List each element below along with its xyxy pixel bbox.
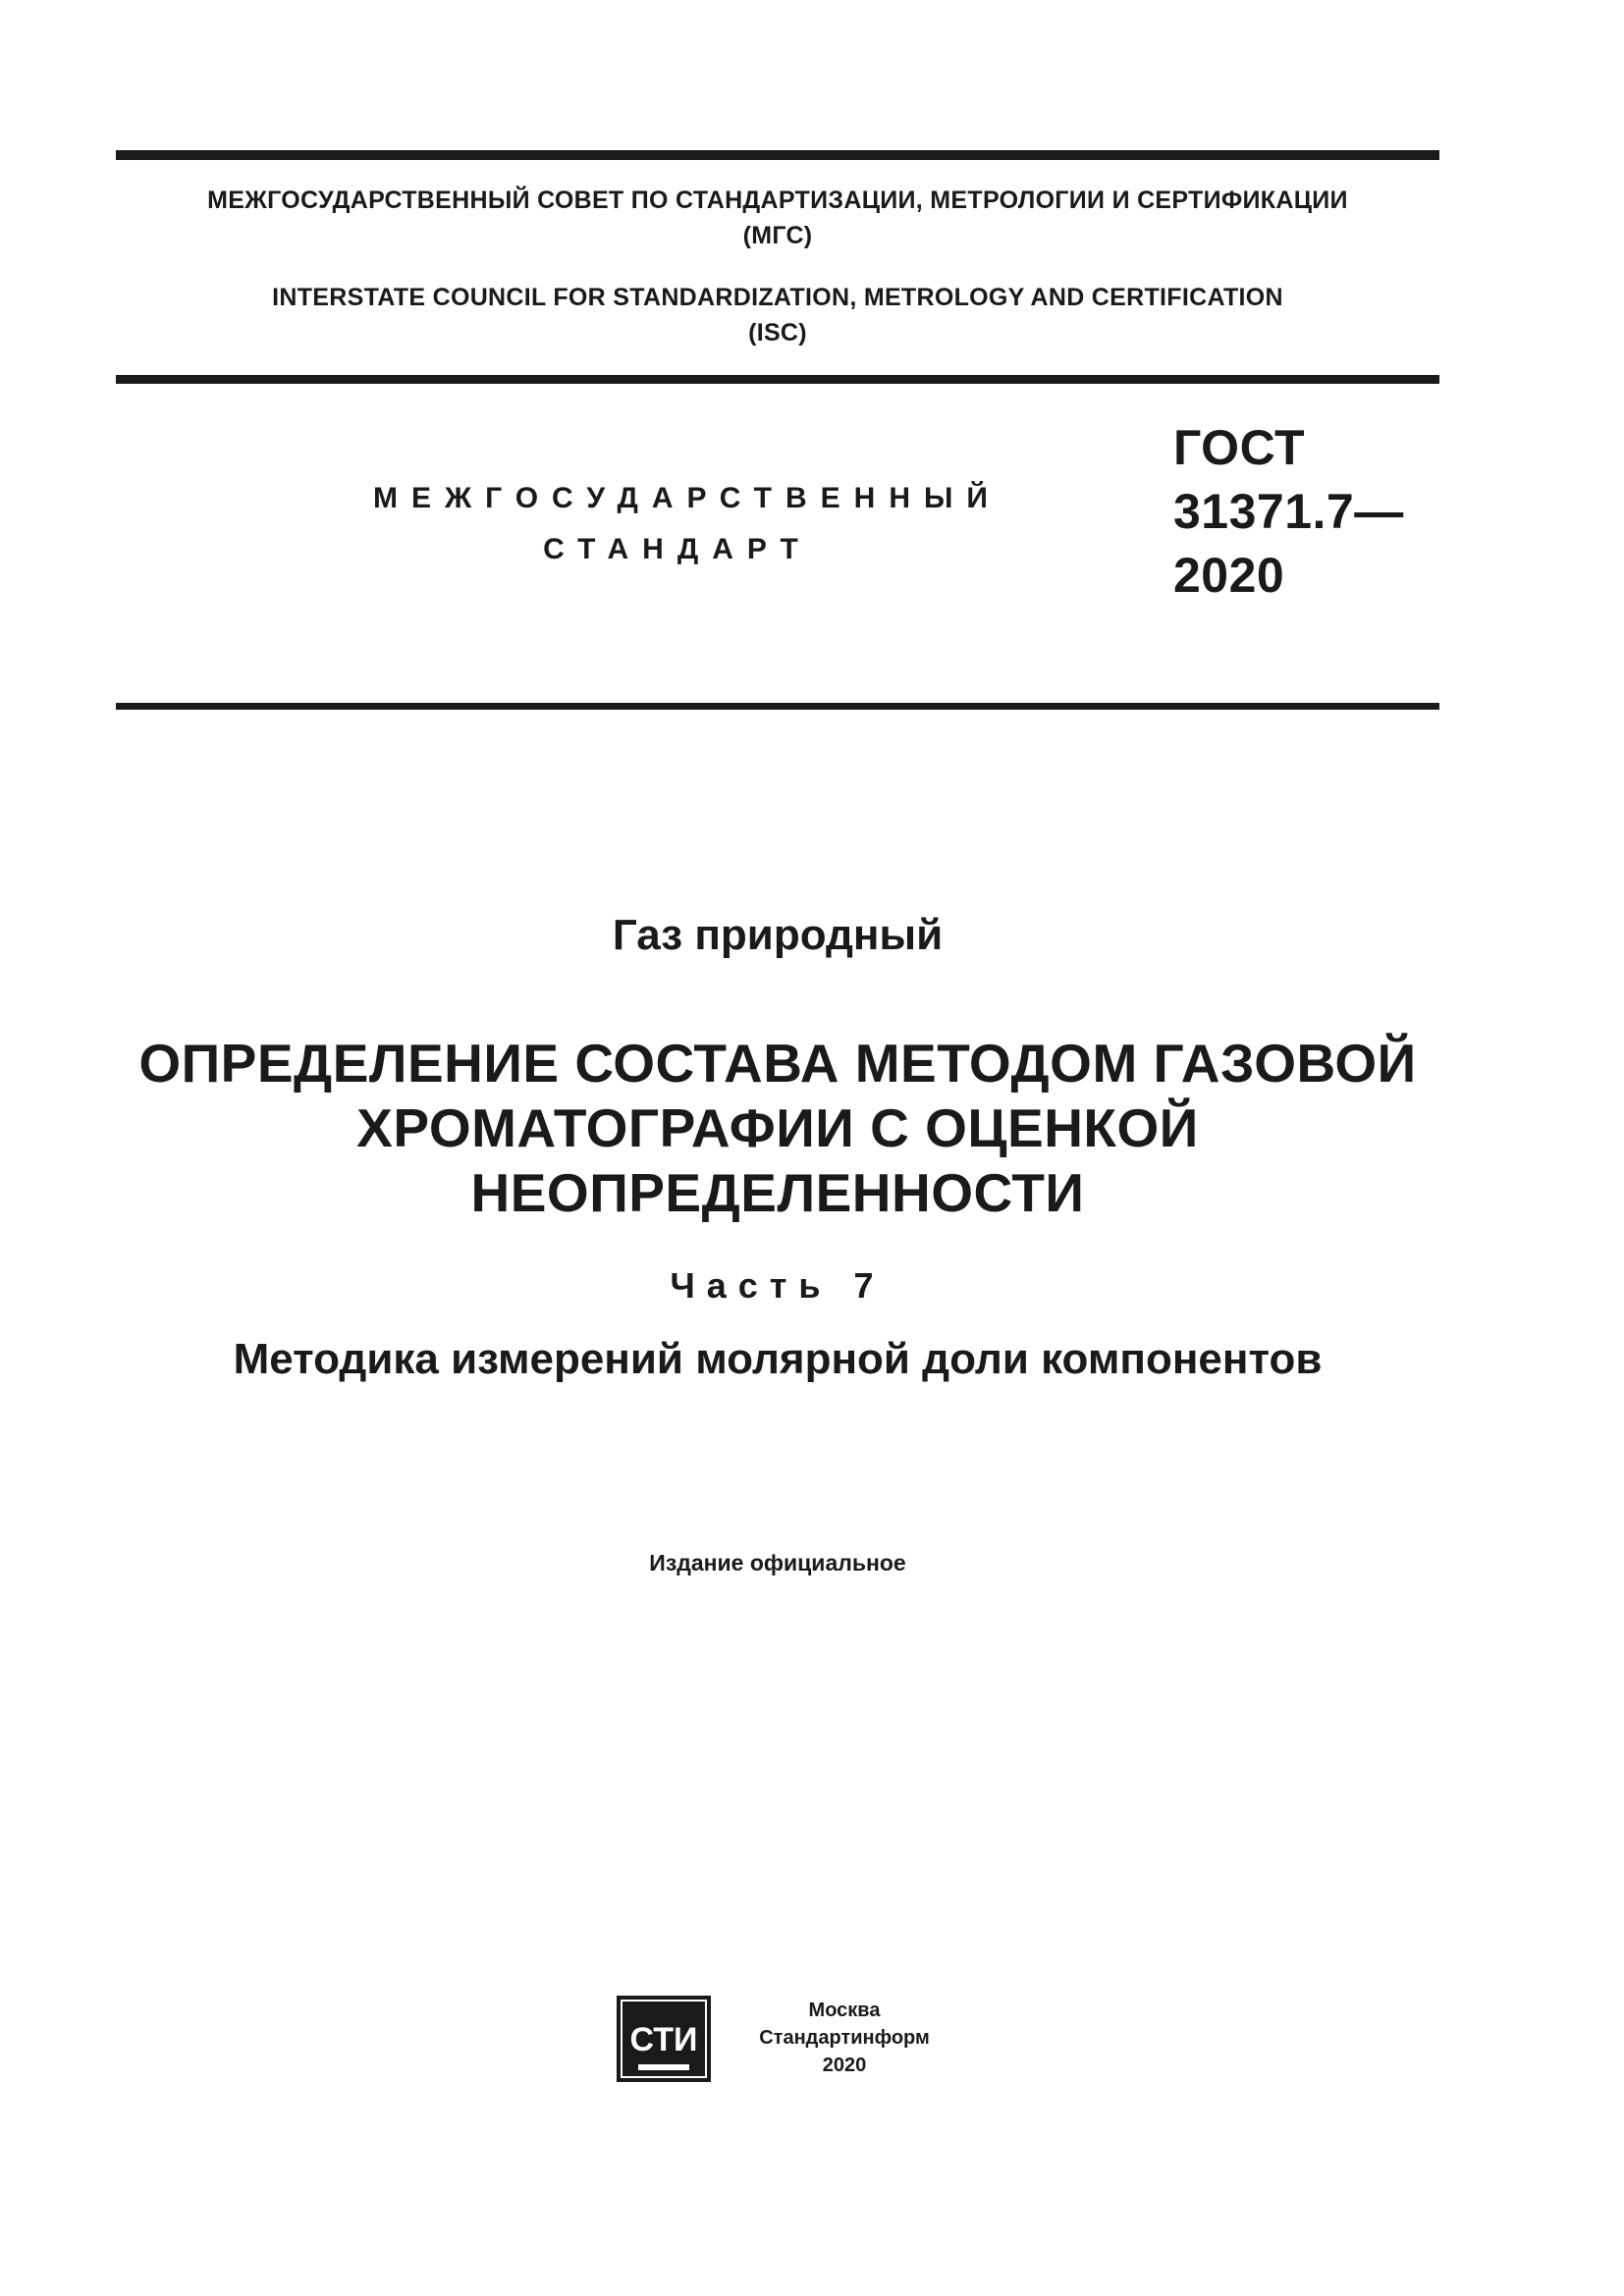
logo-lettering: СТИ: [629, 2021, 698, 2058]
standard-number-prefix: ГОСТ: [1173, 420, 1305, 475]
middle-divider: [116, 375, 1439, 384]
publisher-year: 2020: [822, 2055, 867, 2076]
publisher-city: Москва: [808, 2000, 881, 2021]
document-title-line2: ХРОМАТОГРАФИИ С ОЦЕНКОЙ: [356, 1097, 1199, 1158]
publisher-info: [727, 1997, 962, 2079]
council-name-russian: [116, 183, 1439, 253]
publisher-name: Стандартинформ: [759, 2027, 930, 2049]
document-title: [116, 1031, 1439, 1225]
council-en-abbr: (ISC): [748, 319, 807, 347]
council-ru-name: МЕЖГОСУДАРСТВЕННЫЙ СОВЕТ ПО СТАНДАРТИЗАЦИИ, МЕТРОЛОГИИ И СЕРТИФИКАЦИИ: [207, 187, 1348, 214]
standard-number: [1173, 416, 1404, 608]
bottom-divider: [116, 703, 1439, 710]
top-divider: [116, 150, 1439, 160]
council-en-name: INTERSTATE COUNCIL FOR STANDARDIZATION, METROLOGY AND CERTIFICATION: [272, 284, 1283, 311]
document-title-line3: НЕОПРЕДЕЛЕННОСТИ: [470, 1162, 1085, 1223]
standard-type-line1: МЕЖГОСУДАРСТВЕННЫЙ: [373, 482, 1001, 514]
standard-type: [373, 473, 1001, 575]
standard-number-code: 31371.7—: [1173, 484, 1404, 539]
part-number: Часть 7: [670, 1265, 886, 1306]
council-name-english: [116, 280, 1439, 350]
document-title-line1: ОПРЕДЕЛЕНИЕ СОСТАВА МЕТОДОМ ГАЗОВОЙ: [138, 1033, 1417, 1094]
part-title: Методика измерений молярной доли компонентов: [233, 1335, 1323, 1383]
edition-note: Издание официальное: [649, 1550, 906, 1575]
standartinform-logo-icon: [617, 1996, 711, 2082]
standard-type-line2: СТАНДАРТ: [543, 533, 812, 565]
council-ru-abbr: (МГС): [742, 222, 813, 249]
standard-number-year: 2020: [1173, 548, 1285, 603]
document-subject: Газ природный: [612, 911, 944, 959]
